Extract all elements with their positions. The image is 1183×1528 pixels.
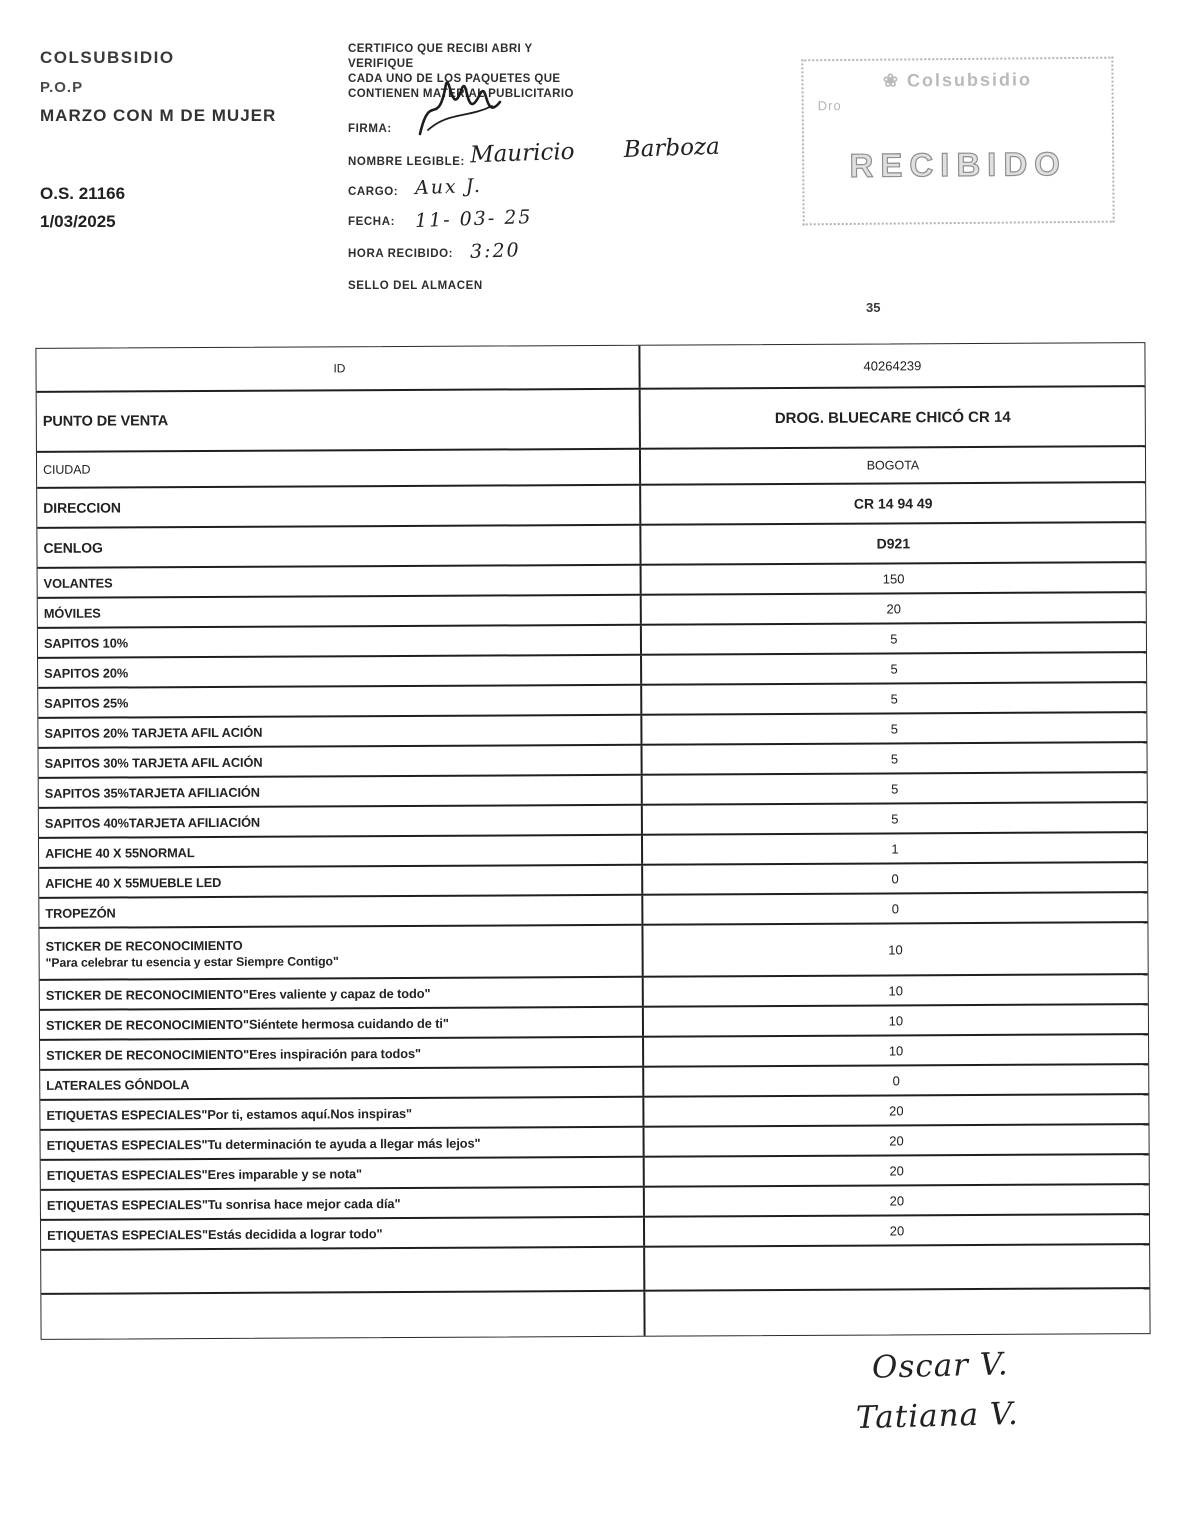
row-label: SAPITOS 25% [38, 686, 642, 717]
row-value: 5 [890, 660, 898, 676]
row-label: ETIQUETAS ESPECIALES"Tu sonrisa hace mejor cada día" [41, 1188, 645, 1219]
row-value: 10 [888, 1042, 904, 1058]
page-annotation: 35 [866, 300, 881, 315]
row-value [645, 1289, 1149, 1336]
certification-line-2: VERIFIQUE [348, 58, 414, 70]
fecha-label: FECHA: [348, 216, 396, 228]
hora-label: HORA RECIBIDO: [348, 248, 454, 260]
table-row [39, 923, 1147, 981]
certification-line-3: CADA UNO DE LOS PAQUETES QUE [348, 73, 561, 85]
row-label [41, 1292, 645, 1339]
footer-signature-1: Oscar V. [871, 1346, 1010, 1386]
row-label: MÓVILES [38, 596, 642, 627]
row-value: 150 [882, 570, 905, 586]
row-value: 5 [890, 630, 898, 646]
row-value: 10 [888, 1012, 904, 1028]
row-value: 0 [892, 1072, 900, 1088]
row-value: 20 [889, 1162, 904, 1178]
hora-handwriting: 3:20 [469, 239, 522, 263]
row-label: SAPITOS 20% TARJETA AFIL ACIÓN [38, 716, 642, 747]
campaign-title: MARZO CON M DE MUJER [40, 106, 277, 125]
row-label: ID [36, 346, 640, 391]
row-value: 5 [891, 780, 899, 796]
row-value: 5 [891, 810, 899, 826]
stamp-received-text: RECIBIDO [849, 145, 1068, 184]
row-label: VOLANTES [38, 566, 642, 597]
row-label: STICKER DE RECONOCIMIENTO "Para celebrar tu esencia y estar Siempre Contigo" [39, 926, 643, 979]
row-value: 20 [889, 1222, 905, 1238]
row-value: 40264239 [863, 357, 922, 374]
row-value: 20 [886, 600, 901, 616]
table-row [41, 1289, 1149, 1339]
signature-handwriting [408, 72, 558, 144]
certification-line-1: CERTIFICO QUE RECIBI ABRI Y [348, 43, 533, 55]
nombre-label: NOMBRE LEGIBLE: [348, 156, 465, 168]
row-value: 20 [889, 1102, 904, 1118]
row-label: ETIQUETAS ESPECIALES"Eres imparable y se nota" [41, 1158, 645, 1189]
table-row [36, 343, 1144, 393]
row-value: CR 14 94 49 [853, 495, 933, 512]
row-label [41, 1248, 645, 1293]
company-name: COLSUBSIDIO [40, 48, 175, 67]
table-row [37, 523, 1145, 569]
cargo-label: CARGO: [348, 186, 399, 198]
row-label: SAPITOS 40%TARJETA AFILIACIÓN [39, 806, 643, 837]
stamp-line: Dro [817, 98, 842, 114]
row-label: STICKER DE RECONOCIMIENTO"Eres valiente y capaz de todo" [40, 978, 644, 1009]
table-row [37, 387, 1145, 453]
row-label: CENLOG [37, 526, 641, 567]
row-value: 5 [890, 750, 899, 766]
row-label: CIUDAD [37, 450, 641, 487]
stamp-brand: ❀ Colsubsidio [882, 69, 1033, 91]
row-value: 1 [891, 840, 899, 856]
row-label: DIRECCION [37, 486, 641, 527]
row-value: 0 [891, 900, 899, 916]
row-value: BOGOTA [866, 458, 920, 473]
row-label: AFICHE 40 X 55NORMAL [39, 836, 643, 867]
pos-table [35, 342, 1150, 1340]
received-stamp [801, 57, 1114, 226]
order-date: 1/03/2025 [40, 212, 116, 231]
footer-signature-2: Tatiana V. [855, 1395, 1020, 1437]
pop-label: P.O.P [40, 79, 84, 96]
sello-label: SELLO DEL ALMACEN [348, 280, 483, 292]
row-label: AFICHE 40 X 55MUEBLE LED [39, 866, 643, 897]
firma-label: FIRMA: [348, 123, 392, 135]
table-row [37, 483, 1145, 529]
row-label: ETIQUETAS ESPECIALES"Estás decidida a lograr todo" [41, 1218, 645, 1249]
row-label: PUNTO DE VENTA [37, 390, 641, 451]
row-label: TROPEZÓN [39, 896, 643, 927]
certification-line-4: CONTIENEN MATERIAL PUBLICITARIO [348, 88, 574, 100]
fecha-handwriting: 11- 03- 25 [414, 205, 533, 233]
row-label: SAPITOS 30% TARJETA AFIL ACIÓN [39, 746, 643, 777]
row-value: 10 [888, 982, 903, 998]
row-label: STICKER DE RECONOCIMIENTO"Siéntete hermosa cuidando de ti" [40, 1008, 644, 1039]
row-value: 0 [891, 870, 899, 886]
row-value: D921 [876, 535, 911, 552]
row-label: ETIQUETAS ESPECIALES"Tu determinación te ayuda a llegar más lejos" [41, 1128, 645, 1159]
row-label: SAPITOS 20% [38, 656, 642, 687]
nombre-handwriting: Mauricio Barboza [469, 133, 721, 169]
row-value: 5 [890, 720, 899, 736]
row-label: SAPITOS 35%TARJETA AFILIACIÓN [39, 776, 643, 807]
table-row [41, 1245, 1149, 1295]
row-label: SAPITOS 10% [38, 626, 642, 657]
row-value: 20 [889, 1132, 904, 1148]
row-value: 5 [890, 690, 898, 706]
cargo-handwriting: Aux J. [414, 174, 483, 200]
row-value: 10 [888, 941, 903, 957]
row-label: ETIQUETAS ESPECIALES"Por ti, estamos aquí.Nos inspiras" [40, 1098, 644, 1129]
row-value: DROG. BLUECARE CHICÓ CR 14 [774, 408, 1011, 427]
row-label: LATERALES GÓNDOLA [40, 1068, 644, 1099]
row-label: STICKER DE RECONOCIMIENTO"Eres inspiración para todos" [40, 1038, 644, 1069]
row-value: 20 [889, 1192, 905, 1208]
order-number: O.S. 21166 [40, 184, 126, 203]
table-row [37, 447, 1145, 489]
row-value [645, 1245, 1149, 1290]
